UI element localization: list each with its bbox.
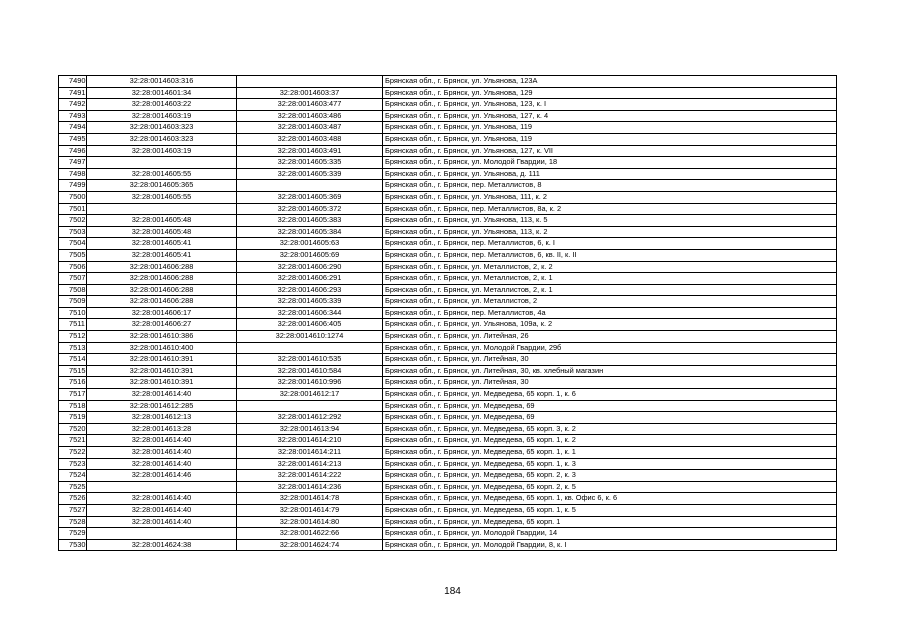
row-number-cell: 7498 xyxy=(59,168,87,180)
cadastral-number-cell: 32:28:0014605:55 xyxy=(87,191,237,203)
row-number-cell: 7517 xyxy=(59,389,87,401)
row-number-cell: 7493 xyxy=(59,110,87,122)
table-row xyxy=(59,249,837,261)
row-number-cell: 7530 xyxy=(59,539,87,551)
building-cadastral-number-cell: 32:28:0014606:344 xyxy=(237,307,383,319)
table-row xyxy=(59,400,837,412)
row-number-cell: 7503 xyxy=(59,226,87,238)
building-cadastral-number-cell: 32:28:0014605:339 xyxy=(237,168,383,180)
row-number-cell: 7502 xyxy=(59,215,87,227)
row-number-cell: 7525 xyxy=(59,481,87,493)
cadastral-number-cell: 32:28:0014606:27 xyxy=(87,319,237,331)
building-cadastral-number-cell xyxy=(237,400,383,412)
cadastral-number-cell: 32:28:0014610:391 xyxy=(87,377,237,389)
address-cell: Брянская обл., г. Брянск, ул. Медведева, 69 xyxy=(383,400,837,412)
cadastral-number-cell: 32:28:0014603:19 xyxy=(87,145,237,157)
building-cadastral-number-cell: 32:28:0014614:80 xyxy=(237,516,383,528)
cadastral-number-cell: 32:28:0014614:40 xyxy=(87,493,237,505)
building-cadastral-number-cell: 32:28:0014605:383 xyxy=(237,215,383,227)
cadastral-number-cell: 32:28:0014610:391 xyxy=(87,354,237,366)
table-row xyxy=(59,145,837,157)
building-cadastral-number-cell: 32:28:0014603:486 xyxy=(237,110,383,122)
address-cell: Брянская обл., г. Брянск, ул. Молодой Гвардии, 29б xyxy=(383,342,837,354)
table-row xyxy=(59,342,837,354)
row-number-cell: 7492 xyxy=(59,99,87,111)
cadastral-number-cell: 32:28:0014613:28 xyxy=(87,423,237,435)
property-registry-table xyxy=(58,75,837,551)
building-cadastral-number-cell: 32:28:0014603:488 xyxy=(237,133,383,145)
table-row xyxy=(59,110,837,122)
row-number-cell: 7499 xyxy=(59,180,87,192)
building-cadastral-number-cell: 32:28:0014605:384 xyxy=(237,226,383,238)
row-number-cell: 7518 xyxy=(59,400,87,412)
building-cadastral-number-cell: 32:28:0014606:291 xyxy=(237,273,383,285)
address-cell: Брянская обл., г. Брянск, ул. Металлистов, 2, к. 2 xyxy=(383,261,837,273)
address-cell: Брянская обл., г. Брянск, пер. Металлистов, 6, кв. II, к. II xyxy=(383,249,837,261)
address-cell: Брянская обл., г. Брянск, пер. Металлистов, 8а, к. 2 xyxy=(383,203,837,215)
address-cell: Брянская обл., г. Брянск, ул. Медведева, 65 корп. 2, к. 5 xyxy=(383,481,837,493)
cadastral-number-cell: 32:28:0014614:40 xyxy=(87,435,237,447)
row-number-cell: 7497 xyxy=(59,157,87,169)
cadastral-number-cell: 32:28:0014614:40 xyxy=(87,458,237,470)
cadastral-number-cell: 32:28:0014610:391 xyxy=(87,365,237,377)
row-number-cell: 7490 xyxy=(59,76,87,88)
cadastral-number-cell: 32:28:0014603:22 xyxy=(87,99,237,111)
address-cell: Брянская обл., г. Брянск, ул. Ульянова, 113, к. 2 xyxy=(383,226,837,238)
address-cell: Брянская обл., г. Брянск, ул. Ульянова, 111, к. 2 xyxy=(383,191,837,203)
row-number-cell: 7505 xyxy=(59,249,87,261)
table-row xyxy=(59,307,837,319)
address-cell: Брянская обл., г. Брянск, ул. Ульянова, 109а, к. 2 xyxy=(383,319,837,331)
cadastral-number-cell: 32:28:0014603:323 xyxy=(87,133,237,145)
building-cadastral-number-cell: 32:28:0014610:996 xyxy=(237,377,383,389)
row-number-cell: 7507 xyxy=(59,273,87,285)
row-number-cell: 7513 xyxy=(59,342,87,354)
row-number-cell: 7514 xyxy=(59,354,87,366)
row-number-cell: 7510 xyxy=(59,307,87,319)
cadastral-number-cell xyxy=(87,528,237,540)
building-cadastral-number-cell: 32:28:0014614:78 xyxy=(237,493,383,505)
address-cell: Брянская обл., г. Брянск, ул. Ульянова, 129 xyxy=(383,87,837,99)
address-cell: Брянская обл., г. Брянск, ул. Медведева, 65 корп. 3, к. 2 xyxy=(383,423,837,435)
building-cadastral-number-cell: 32:28:0014603:491 xyxy=(237,145,383,157)
row-number-cell: 7522 xyxy=(59,447,87,459)
row-number-cell: 7526 xyxy=(59,493,87,505)
address-cell: Брянская обл., г. Брянск, ул. Литейная, 30 xyxy=(383,354,837,366)
address-cell: Брянская обл., г. Брянск, ул. Ульянова, 127, к. 4 xyxy=(383,110,837,122)
address-cell: Брянская обл., г. Брянск, ул. Ульянова, 113, к. 5 xyxy=(383,215,837,227)
table-row xyxy=(59,215,837,227)
cadastral-number-cell xyxy=(87,157,237,169)
table-row xyxy=(59,191,837,203)
table-row xyxy=(59,423,837,435)
table-row xyxy=(59,122,837,134)
table-row xyxy=(59,354,837,366)
table-row xyxy=(59,365,837,377)
table-row xyxy=(59,377,837,389)
address-cell: Брянская обл., г. Брянск, ул. Медведева, 69 xyxy=(383,412,837,424)
row-number-cell: 7520 xyxy=(59,423,87,435)
row-number-cell: 7516 xyxy=(59,377,87,389)
cadastral-number-cell: 32:28:0014606:288 xyxy=(87,273,237,285)
cadastral-number-cell: 32:28:0014614:40 xyxy=(87,504,237,516)
table-row xyxy=(59,319,837,331)
building-cadastral-number-cell: 32:28:0014606:293 xyxy=(237,284,383,296)
row-number-cell: 7524 xyxy=(59,470,87,482)
cadastral-number-cell: 32:28:0014605:365 xyxy=(87,180,237,192)
table-row xyxy=(59,99,837,111)
cadastral-number-cell: 32:28:0014605:48 xyxy=(87,226,237,238)
row-number-cell: 7521 xyxy=(59,435,87,447)
table-row xyxy=(59,261,837,273)
cadastral-number-cell: 32:28:0014606:288 xyxy=(87,261,237,273)
table-row xyxy=(59,458,837,470)
cadastral-number-cell: 32:28:0014603:323 xyxy=(87,122,237,134)
building-cadastral-number-cell: 32:28:0014610:1274 xyxy=(237,331,383,343)
building-cadastral-number-cell: 32:28:0014610:584 xyxy=(237,365,383,377)
address-cell: Брянская обл., г. Брянск, ул. Молодой Гвардии, 8, к. I xyxy=(383,539,837,551)
table-row xyxy=(59,273,837,285)
table-row xyxy=(59,516,837,528)
cadastral-number-cell: 32:28:0014603:19 xyxy=(87,110,237,122)
row-number-cell: 7501 xyxy=(59,203,87,215)
cadastral-number-cell: 32:28:0014605:48 xyxy=(87,215,237,227)
address-cell: Брянская обл., г. Брянск, ул. Ульянова, 119 xyxy=(383,122,837,134)
row-number-cell: 7491 xyxy=(59,87,87,99)
building-cadastral-number-cell: 32:28:0014605:339 xyxy=(237,296,383,308)
cadastral-number-cell: 32:28:0014605:55 xyxy=(87,168,237,180)
cadastral-number-cell: 32:28:0014614:46 xyxy=(87,470,237,482)
address-cell: Брянская обл., г. Брянск, пер. Металлистов, 8 xyxy=(383,180,837,192)
building-cadastral-number-cell: 32:28:0014624:74 xyxy=(237,539,383,551)
table-row xyxy=(59,296,837,308)
table-row xyxy=(59,447,837,459)
building-cadastral-number-cell: 32:28:0014605:372 xyxy=(237,203,383,215)
building-cadastral-number-cell: 32:28:0014605:69 xyxy=(237,249,383,261)
cadastral-number-cell xyxy=(87,203,237,215)
address-cell: Брянская обл., г. Брянск, ул. Медведева, 65 корп. 1, к. 5 xyxy=(383,504,837,516)
address-cell: Брянская обл., г. Брянск, ул. Молодой Гвардии, 14 xyxy=(383,528,837,540)
building-cadastral-number-cell: 32:28:0014614:210 xyxy=(237,435,383,447)
building-cadastral-number-cell: 32:28:0014605:369 xyxy=(237,191,383,203)
table-row xyxy=(59,470,837,482)
building-cadastral-number-cell: 32:28:0014603:477 xyxy=(237,99,383,111)
address-cell: Брянская обл., г. Брянск, ул. Медведева, 65 корп. 2, к. 3 xyxy=(383,470,837,482)
building-cadastral-number-cell: 32:28:0014605:335 xyxy=(237,157,383,169)
cadastral-number-cell: 32:28:0014606:288 xyxy=(87,296,237,308)
cadastral-number-cell xyxy=(87,481,237,493)
address-cell: Брянская обл., г. Брянск, ул. Литейная, 30, кв. хлебный магазин xyxy=(383,365,837,377)
row-number-cell: 7494 xyxy=(59,122,87,134)
cadastral-number-cell: 32:28:0014610:400 xyxy=(87,342,237,354)
table-row xyxy=(59,331,837,343)
address-cell: Брянская обл., г. Брянск, ул. Молодой Гвардии, 18 xyxy=(383,157,837,169)
address-cell: Брянская обл., г. Брянск, ул. Медведева, 65 корп. 1, к. 3 xyxy=(383,458,837,470)
table-row xyxy=(59,87,837,99)
address-cell: Брянская обл., г. Брянск, ул. Ульянова, 119 xyxy=(383,133,837,145)
address-cell: Брянская обл., г. Брянск, ул. Литейная, 30 xyxy=(383,377,837,389)
building-cadastral-number-cell: 32:28:0014614:213 xyxy=(237,458,383,470)
row-number-cell: 7508 xyxy=(59,284,87,296)
building-cadastral-number-cell: 32:28:0014603:487 xyxy=(237,122,383,134)
cadastral-number-cell: 32:28:0014614:40 xyxy=(87,516,237,528)
building-cadastral-number-cell: 32:28:0014612:17 xyxy=(237,389,383,401)
building-cadastral-number-cell: 32:28:0014603:37 xyxy=(237,87,383,99)
row-number-cell: 7527 xyxy=(59,504,87,516)
building-cadastral-number-cell: 32:28:0014606:405 xyxy=(237,319,383,331)
address-cell: Брянская обл., г. Брянск, ул. Металлистов, 2 xyxy=(383,296,837,308)
address-cell: Брянская обл., г. Брянск, ул. Ульянова, 123, к. I xyxy=(383,99,837,111)
row-number-cell: 7511 xyxy=(59,319,87,331)
building-cadastral-number-cell xyxy=(237,76,383,88)
table-row xyxy=(59,133,837,145)
building-cadastral-number-cell: 32:28:0014614:211 xyxy=(237,447,383,459)
cadastral-number-cell: 32:28:0014612:285 xyxy=(87,400,237,412)
table-row xyxy=(59,76,837,88)
row-number-cell: 7515 xyxy=(59,365,87,377)
building-cadastral-number-cell: 32:28:0014614:222 xyxy=(237,470,383,482)
building-cadastral-number-cell: 32:28:0014614:236 xyxy=(237,481,383,493)
building-cadastral-number-cell: 32:28:0014606:290 xyxy=(237,261,383,273)
cadastral-number-cell: 32:28:0014614:40 xyxy=(87,389,237,401)
address-cell: Брянская обл., г. Брянск, ул. Металлистов, 2, к. 1 xyxy=(383,284,837,296)
row-number-cell: 7496 xyxy=(59,145,87,157)
table-row xyxy=(59,203,837,215)
table-row xyxy=(59,539,837,551)
building-cadastral-number-cell: 32:28:0014610:535 xyxy=(237,354,383,366)
building-cadastral-number-cell xyxy=(237,342,383,354)
table-row xyxy=(59,412,837,424)
cadastral-number-cell: 32:28:0014603:316 xyxy=(87,76,237,88)
table-row xyxy=(59,435,837,447)
building-cadastral-number-cell: 32:28:0014613:94 xyxy=(237,423,383,435)
address-cell: Брянская обл., г. Брянск, ул. Медведева, 65 корп. 1, к. 6 xyxy=(383,389,837,401)
building-cadastral-number-cell: 32:28:0014622:66 xyxy=(237,528,383,540)
address-cell: Брянская обл., г. Брянск, ул. Медведева, 65 корп. 1, кв. Офис 6, к. 6 xyxy=(383,493,837,505)
cadastral-number-cell: 32:28:0014606:288 xyxy=(87,284,237,296)
address-cell: Брянская обл., г. Брянск, ул. Металлистов, 2, к. 1 xyxy=(383,273,837,285)
address-cell: Брянская обл., г. Брянск, пер. Металлистов, 4а xyxy=(383,307,837,319)
table-row xyxy=(59,493,837,505)
building-cadastral-number-cell: 32:28:0014612:292 xyxy=(237,412,383,424)
row-number-cell: 7523 xyxy=(59,458,87,470)
row-number-cell: 7500 xyxy=(59,191,87,203)
building-cadastral-number-cell: 32:28:0014614:79 xyxy=(237,504,383,516)
table-row xyxy=(59,504,837,516)
registry-table-body xyxy=(59,76,837,551)
page-number: 184 xyxy=(444,586,461,597)
cadastral-number-cell: 32:28:0014614:40 xyxy=(87,447,237,459)
row-number-cell: 7512 xyxy=(59,331,87,343)
address-cell: Брянская обл., г. Брянск, пер. Металлистов, 6, к. I xyxy=(383,238,837,250)
address-cell: Брянская обл., г. Брянск, ул. Ульянова, д. 111 xyxy=(383,168,837,180)
table-row xyxy=(59,180,837,192)
cadastral-number-cell: 32:28:0014606:17 xyxy=(87,307,237,319)
cadastral-number-cell: 32:28:0014605:41 xyxy=(87,249,237,261)
table-row xyxy=(59,389,837,401)
cadastral-number-cell: 32:28:0014605:41 xyxy=(87,238,237,250)
address-cell: Брянская обл., г. Брянск, ул. Медведева, 65 корп. 1, к. 1 xyxy=(383,447,837,459)
table-row xyxy=(59,481,837,493)
table-row xyxy=(59,168,837,180)
cadastral-number-cell: 32:28:0014601:34 xyxy=(87,87,237,99)
row-number-cell: 7528 xyxy=(59,516,87,528)
row-number-cell: 7509 xyxy=(59,296,87,308)
table-row xyxy=(59,157,837,169)
address-cell: Брянская обл., г. Брянск, ул. Медведева, 65 корп. 1 xyxy=(383,516,837,528)
row-number-cell: 7504 xyxy=(59,238,87,250)
table-row xyxy=(59,238,837,250)
row-number-cell: 7495 xyxy=(59,133,87,145)
table-row xyxy=(59,528,837,540)
row-number-cell: 7529 xyxy=(59,528,87,540)
address-cell: Брянская обл., г. Брянск, ул. Ульянова, 123А xyxy=(383,76,837,88)
cadastral-number-cell: 32:28:0014610:386 xyxy=(87,331,237,343)
row-number-cell: 7519 xyxy=(59,412,87,424)
table-row xyxy=(59,226,837,238)
row-number-cell: 7506 xyxy=(59,261,87,273)
building-cadastral-number-cell xyxy=(237,180,383,192)
address-cell: Брянская обл., г. Брянск, ул. Ульянова, 127, к. VII xyxy=(383,145,837,157)
table-row xyxy=(59,284,837,296)
address-cell: Брянская обл., г. Брянск, ул. Литейная, 26 xyxy=(383,331,837,343)
cadastral-number-cell: 32:28:0014612:13 xyxy=(87,412,237,424)
building-cadastral-number-cell: 32:28:0014605:63 xyxy=(237,238,383,250)
address-cell: Брянская обл., г. Брянск, ул. Медведева, 65 корп. 1, к. 2 xyxy=(383,435,837,447)
cadastral-number-cell: 32:28:0014624:38 xyxy=(87,539,237,551)
